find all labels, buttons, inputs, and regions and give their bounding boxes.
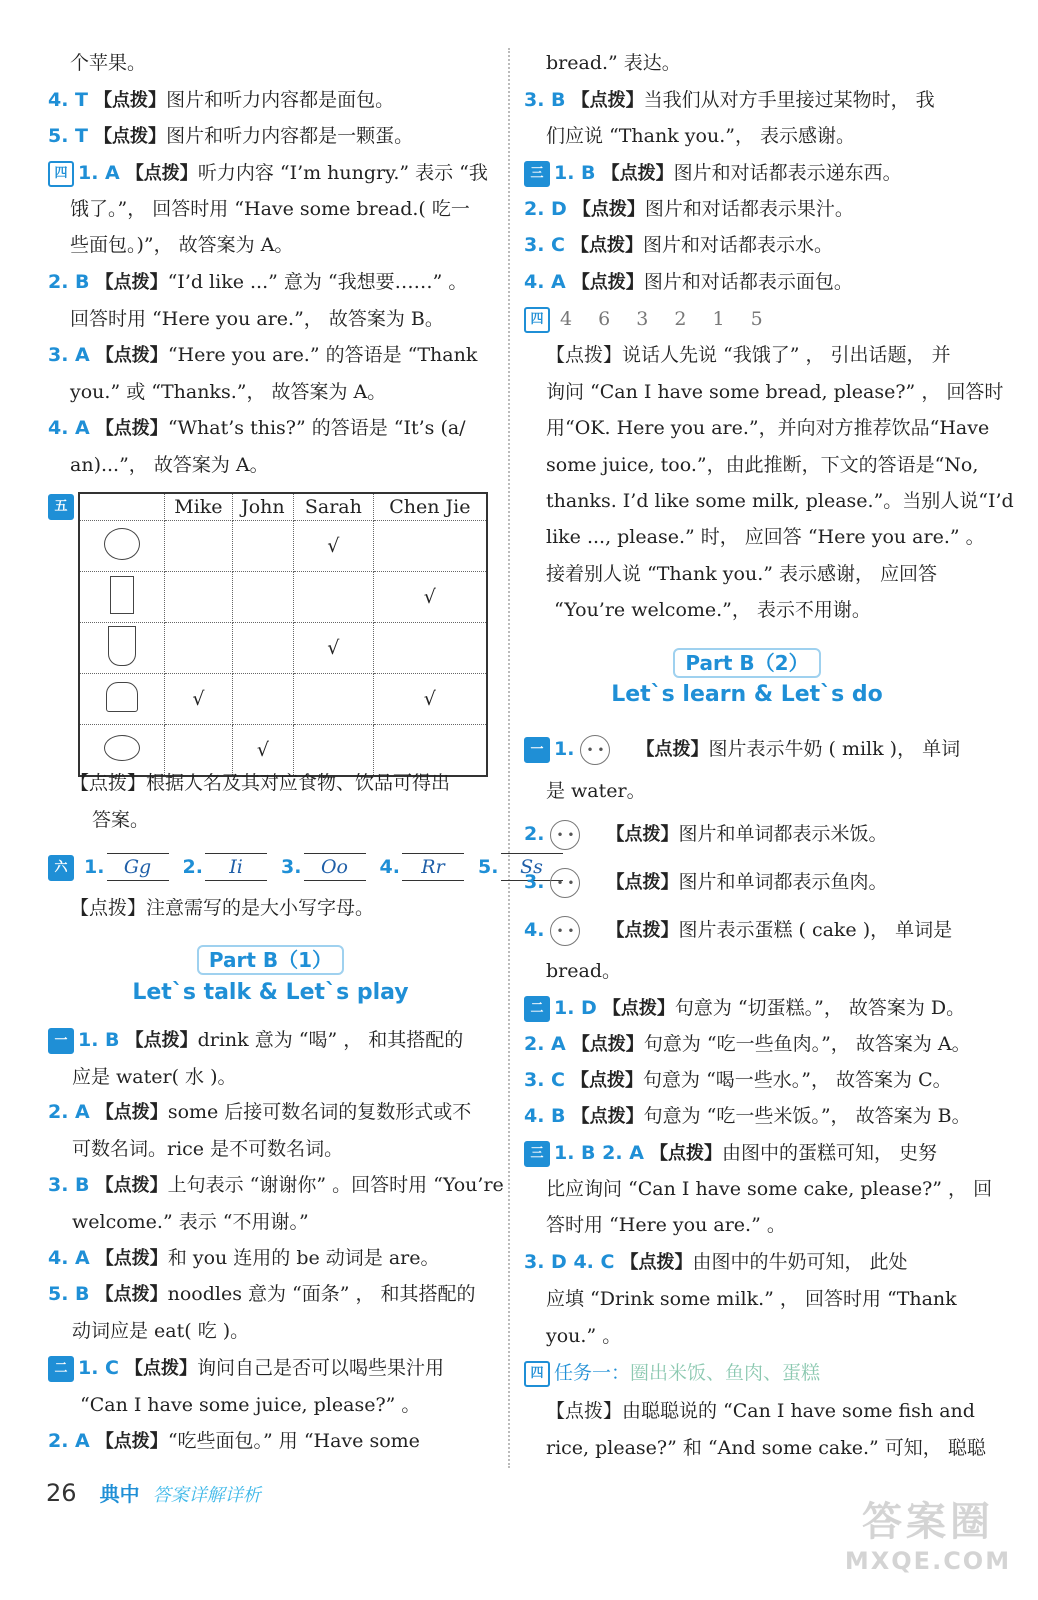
text-line: bread。 xyxy=(546,960,621,982)
answer-item: 3. B 【点拨】上句表示 “谢谢你” 。回答时用 “You’re xyxy=(48,1174,504,1196)
answer-item: 3. C 【点拨】句意为 “喝一些水。”， 故答案为 C。 xyxy=(524,1069,952,1091)
answer-item: 4. B 【点拨】句意为 “吃一些米饭。”， 故答案为 B。 xyxy=(524,1105,971,1127)
answer-item: 2. A 【点拨】some 后接可数名词的复数形式或不 xyxy=(48,1101,472,1123)
answer-item: 5. B 【点拨】noodles 意为 “面条” ， 和其搭配的 xyxy=(48,1283,476,1305)
column-divider xyxy=(508,48,510,1468)
answer-item: 三 1. B 【点拨】图片和对话都表示递东西。 xyxy=(524,160,902,187)
section-marker-one: 一 xyxy=(48,1028,74,1054)
milk-box-icon xyxy=(110,576,134,614)
answer-item: 2. A 【点拨】“吃些面包。” 用 “Have some xyxy=(48,1430,420,1452)
task-answer: 圈出米饭、鱼肉、蛋糕 xyxy=(630,1362,821,1384)
answer-item xyxy=(524,306,773,333)
part-subtitle: Let`s talk & Let`s play xyxy=(132,980,409,1005)
table-row: √ √ xyxy=(79,674,487,725)
text-line: 个苹果。 xyxy=(70,52,147,74)
juice-cup-icon xyxy=(108,626,136,666)
text-line: 【点拨】根据人名及其对应食物、饮品可得出 xyxy=(70,772,451,794)
text-line: 【点拨】注意需写的是大小写字母。 xyxy=(70,897,375,919)
part-subtitle: Let`s learn & Let`s do xyxy=(611,682,883,707)
section-marker-four: 四 xyxy=(524,307,550,333)
text-line: 【点拨】由聪聪说的 “Can I have some fish and xyxy=(546,1400,975,1422)
answer-item: 一 1. B 【点拨】drink 意为 “喝” ， 和其搭配的 xyxy=(48,1027,463,1054)
smile-face-icon: • • xyxy=(550,820,580,850)
text-line: 可数名词。rice 是不可数名词。 xyxy=(72,1138,344,1160)
answer-item: 二 1. D 【点拨】句意为 “切蛋糕。”， 故答案为 D。 xyxy=(524,995,965,1022)
task-line: 四 任务一：圈出米饭、鱼肉、蛋糕 xyxy=(524,1360,820,1387)
text-line: some juice, too.”，由此推断，下文的答语是“No, xyxy=(546,454,979,476)
col-header: Mike xyxy=(165,493,233,521)
table-row: √ xyxy=(79,623,487,674)
table-header-row xyxy=(79,493,487,521)
text-line: 些面包。)”， 故答案为 A。 xyxy=(70,234,294,256)
sad-face-icon: • • xyxy=(550,916,580,946)
text-line: thanks. I’d like some milk, please.”。当别人说“I’d xyxy=(546,490,1014,512)
watermark-url: MXQE.COM xyxy=(844,1547,1012,1575)
text-line: 用“OK. Here you are.”，并向对方推荐饮品“Have xyxy=(546,417,990,439)
section-marker-five: 五 xyxy=(48,494,74,520)
watermark-title: 答案圈 xyxy=(862,1499,994,1545)
answer-item: 2. B 【点拨】“I’d like ...” 意为 “我想要……” 。 xyxy=(48,271,468,293)
text-line: 应填 “Drink some milk.” ， 回答时用 “Thank xyxy=(546,1288,957,1310)
answer-item: 3. • • 【点拨】图片和单词都表示鱼肉。 xyxy=(524,868,887,898)
answer-item: 5. T 【点拨】图片和听力内容都是一颗蛋。 xyxy=(48,125,414,147)
answer-item: 4. A 【点拨】图片和对话都表示面包。 xyxy=(524,271,853,293)
answer-item: 四 1. A 【点拨】听力内容 “I’m hungry.” 表示 “我 xyxy=(48,160,488,187)
section-marker-four: 四 xyxy=(524,1361,550,1387)
answer-item: 4. • • 【点拨】图片表示蛋糕 ( cake )， 单词是 xyxy=(524,916,952,946)
order-answer: 4 6 3 2 1 5 xyxy=(560,308,773,330)
section-marker-three: 三 xyxy=(524,1141,550,1167)
part-heading xyxy=(48,944,493,973)
section-marker-four: 四 xyxy=(48,161,74,187)
table-row: √ xyxy=(79,521,487,572)
text-line: 饿了。”， 回答时用 “Have some bread.( 吃一 xyxy=(70,198,470,220)
col-header: John xyxy=(232,493,293,521)
text-line: 是 water。 xyxy=(546,780,646,802)
text-line: welcome.” 表示 “不用谢。” xyxy=(72,1211,309,1233)
text-line: 回答时用 “Here you are.”， 故答案为 B。 xyxy=(70,308,444,330)
part-heading xyxy=(524,647,970,676)
answer-item: 3. B 【点拨】当我们从对方手里接过某物时， 我 xyxy=(524,89,935,111)
col-header: Chen Jie xyxy=(373,493,487,521)
section-marker-six: 六 xyxy=(48,855,74,881)
watermark xyxy=(838,1490,1018,1590)
egg-icon xyxy=(104,735,140,761)
answer-item: 三 1. B 2. A 【点拨】由图中的蛋糕可知， 史努 xyxy=(524,1140,937,1167)
text-line: 们应说 “Thank you.”， 表示感谢。 xyxy=(546,125,855,147)
answer-item: 4. T 【点拨】图片和听力内容都是面包。 xyxy=(48,89,395,111)
text-line: you.” 。 xyxy=(546,1325,622,1347)
text-line: like ..., please.” 时， 应回答 “Here you are.” 。 xyxy=(546,526,985,548)
answer-item: 2. • • 【点拨】图片和单词都表示米饭。 xyxy=(524,820,887,850)
section-marker-two: 二 xyxy=(524,996,550,1022)
table-row: √ xyxy=(79,725,487,777)
smile-face-icon: • • xyxy=(550,868,580,898)
text-line: 应是 water( 水 )。 xyxy=(72,1066,237,1088)
rice-bowl-icon xyxy=(104,528,140,560)
section-marker-three: 三 xyxy=(524,161,550,187)
footer-slogan: 答案详解详析 xyxy=(152,1485,261,1506)
brand-logo: 典中 xyxy=(99,1482,140,1506)
handwriting-row: 六 1. Gg 2. Ii 3. Oo 4. Rr 5. Ss xyxy=(48,853,571,881)
sad-face-icon: • • xyxy=(580,735,610,765)
answer-item: 2. A 【点拨】句意为 “吃一些鱼肉。”， 故答案为 A。 xyxy=(524,1033,971,1055)
answer-item: 3. A 【点拨】“Here you are.” 的答语是 “Thank xyxy=(48,344,478,366)
part-label: Part B（2） xyxy=(673,648,820,678)
text-line: 动词应是 eat( 吃 )。 xyxy=(72,1320,250,1342)
bread-icon xyxy=(106,682,138,712)
text-line: an)...”， 故答案为 A。 xyxy=(70,454,269,476)
text-line: bread.” 表达。 xyxy=(546,52,681,74)
answer-item: 4. A 【点拨】和 you 连用的 be 动词是 are。 xyxy=(48,1247,440,1269)
answer-item: 二 1. C 【点拨】询问自己是否可以喝些果汁用 xyxy=(48,1355,444,1382)
answer-item: 3. D 4. C 【点拨】由图中的牛奶可知， 此处 xyxy=(524,1251,908,1273)
food-table xyxy=(78,492,488,777)
text-line: 答时用 “Here you are.” 。 xyxy=(546,1214,786,1236)
text-line: rice, please?” 和 “And some cake.” 可知， 聪聪 xyxy=(546,1437,986,1459)
table-row: √ xyxy=(79,572,487,623)
section-marker-one: 一 xyxy=(524,737,550,763)
page-footer xyxy=(46,1478,261,1507)
part-label: Part B（1） xyxy=(197,945,344,975)
col-header: Sarah xyxy=(293,493,373,521)
answer-item: 3. C 【点拨】图片和对话都表示水。 xyxy=(524,234,834,256)
answer-item: 4. A 【点拨】“What’s this?” 的答语是 “It’s (a/ xyxy=(48,417,466,439)
section-marker-two: 二 xyxy=(48,1356,74,1382)
text-line: “You’re welcome.”， 表示不用谢。 xyxy=(554,599,871,621)
page-number: 26 xyxy=(46,1479,77,1507)
text-line: “Can I have some juice, please?” 。 xyxy=(80,1394,421,1416)
text-line: 比应询问 “Can I have some cake, please?” ， 回 xyxy=(546,1178,993,1200)
text-line: 询问 “Can I have some bread, please?” ， 回答时 xyxy=(546,381,1004,403)
text-line: 【点拨】说话人先说 “我饿了” ， 引出话题， 并 xyxy=(546,344,951,366)
text-line: you.” 或 “Thanks.”， 故答案为 A。 xyxy=(70,381,387,403)
answer-item: 一 1. • • 【点拨】图片表示牛奶 ( milk )， 单词 xyxy=(524,735,960,765)
text-line: 答案。 xyxy=(92,809,150,831)
text-line: 接着别人说 “Thank you.” 表示感谢， 应回答 xyxy=(546,563,938,585)
answer-item: 2. D 【点拨】图片和对话都表示果汁。 xyxy=(524,198,854,220)
